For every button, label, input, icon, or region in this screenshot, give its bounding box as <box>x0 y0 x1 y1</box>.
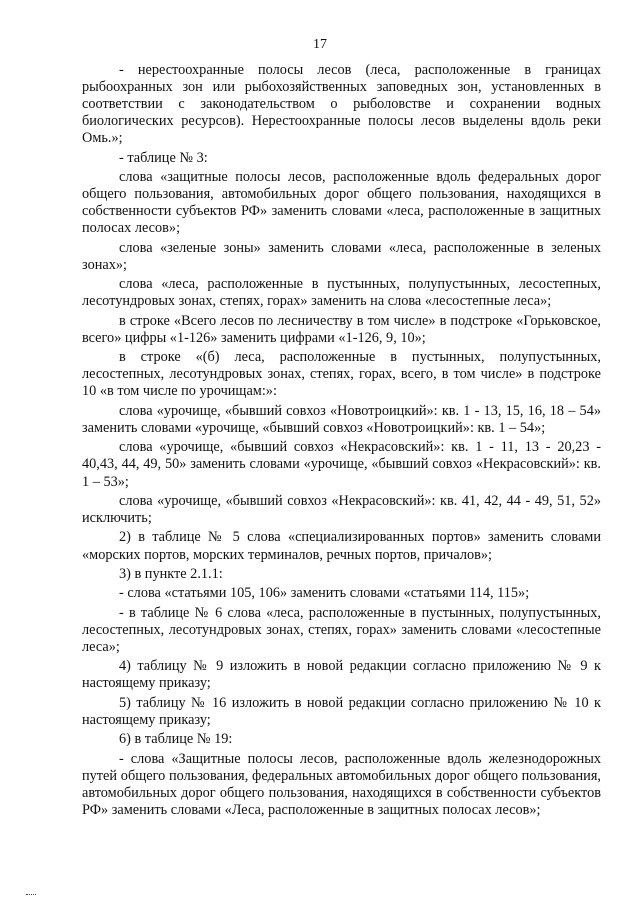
paragraph: в строке «(б) леса, расположенные в пустынных, полупустынных, лесостепных, лесотундровых зонах, степях, горах, всего, в том числе» в подстроке 10 «в том числе по урочищам:»: <box>82 349 601 400</box>
page-number: 17 <box>313 37 327 52</box>
paragraph: - слова «статьями 105, 106» заменить словами «статьями 114, 115»; <box>119 585 530 602</box>
paragraph: - таблице № 3: <box>119 149 208 166</box>
paragraph: слова «урочище, «бывший совхоз «Некрасовский»: кв. 41, 42, 44 - 49, 51, 52» исключить; <box>82 492 601 527</box>
paragraph: 3) в пункте 2.1.1: <box>119 565 223 582</box>
paragraph: в строке «Всего лесов по лесничеству в том числе» в подстроке «Горьковское, всего» цифры «1-126» заменить цифрами «1-126, 9, 10»; <box>82 312 601 346</box>
paragraph: 5) таблицу № 16 изложить в новой редакции согласно приложению № 10 к настоящему приказу; <box>82 694 601 728</box>
paragraph: - в таблице № 6 слова «леса, расположенные в пустынных, полупустынных, лесостепных, лесотундровых зонах, степях, горах» заменить словами «лесостепные леса»; <box>82 604 601 655</box>
paragraph: 4) таблицу № 9 изложить в новой редакции согласно приложению № 9 к настоящему приказу; <box>82 658 601 692</box>
paragraph: - слова «Защитные полосы лесов, расположенные вдоль железнодорожных путей общего пользования, федеральных автомобильных дорог общего пользования, автомобильных дорог общего пользования, находящихся в собственности субъектов РФ» заменить словами «Леса, расположенные в защитных полосах лесов»; <box>82 750 601 818</box>
paragraph: 6) в таблице № 19: <box>119 731 233 748</box>
paragraph: 2) в таблице № 5 слова «специализированных портов» заменить словами «морских портов, морских терминалов, речных портов, причалов»; <box>82 529 601 563</box>
paragraph: слова «урочище, «бывший совхоз «Некрасовский»: кв. 1 - 11, 13 - 20,23 - 40,43, 44, 49, 50» заменить словами «урочище, «бывший совхоз «Некрасовский»: кв. 1 – 53»; <box>82 439 601 490</box>
paragraph: - нерестоохранные полосы лесов (леса, расположенные в границах рыбоохранных зон или рыбохозяйственных заповедных зон, установленных в соответствии с законодательством о рыболовстве и сохранении водных биологических ресурсов). Нерестоохранные полосы лесов выделены вдоль реки Омь.»; <box>82 62 601 147</box>
paragraph: слова «урочище, «бывший совхоз «Новотроицкий»: кв. 1 - 13, 15, 16, 18 – 54» заменить словами «урочище, «бывший совхоз «Новотроицкий»: кв. 1 – 54»; <box>82 402 601 436</box>
paragraph: слова «защитные полосы лесов, расположенные вдоль федеральных дорог общего пользования, автомобильных дорог общего пользования, находящихся в собственности субъектов РФ» заменить словами «леса, расположенные в защитных полосах лесов»; <box>82 169 601 237</box>
document-body <box>82 62 601 819</box>
scan-mark <box>26 894 36 897</box>
paragraph: слова «зеленые зоны» заменить словами «леса, расположенные в зеленых зонах»; <box>82 239 601 273</box>
paragraph: слова «леса, расположенные в пустынных, полупустынных, лесостепных, лесотундровых зонах, степях, горах» заменить на слова «лесостепные леса»; <box>82 276 601 310</box>
